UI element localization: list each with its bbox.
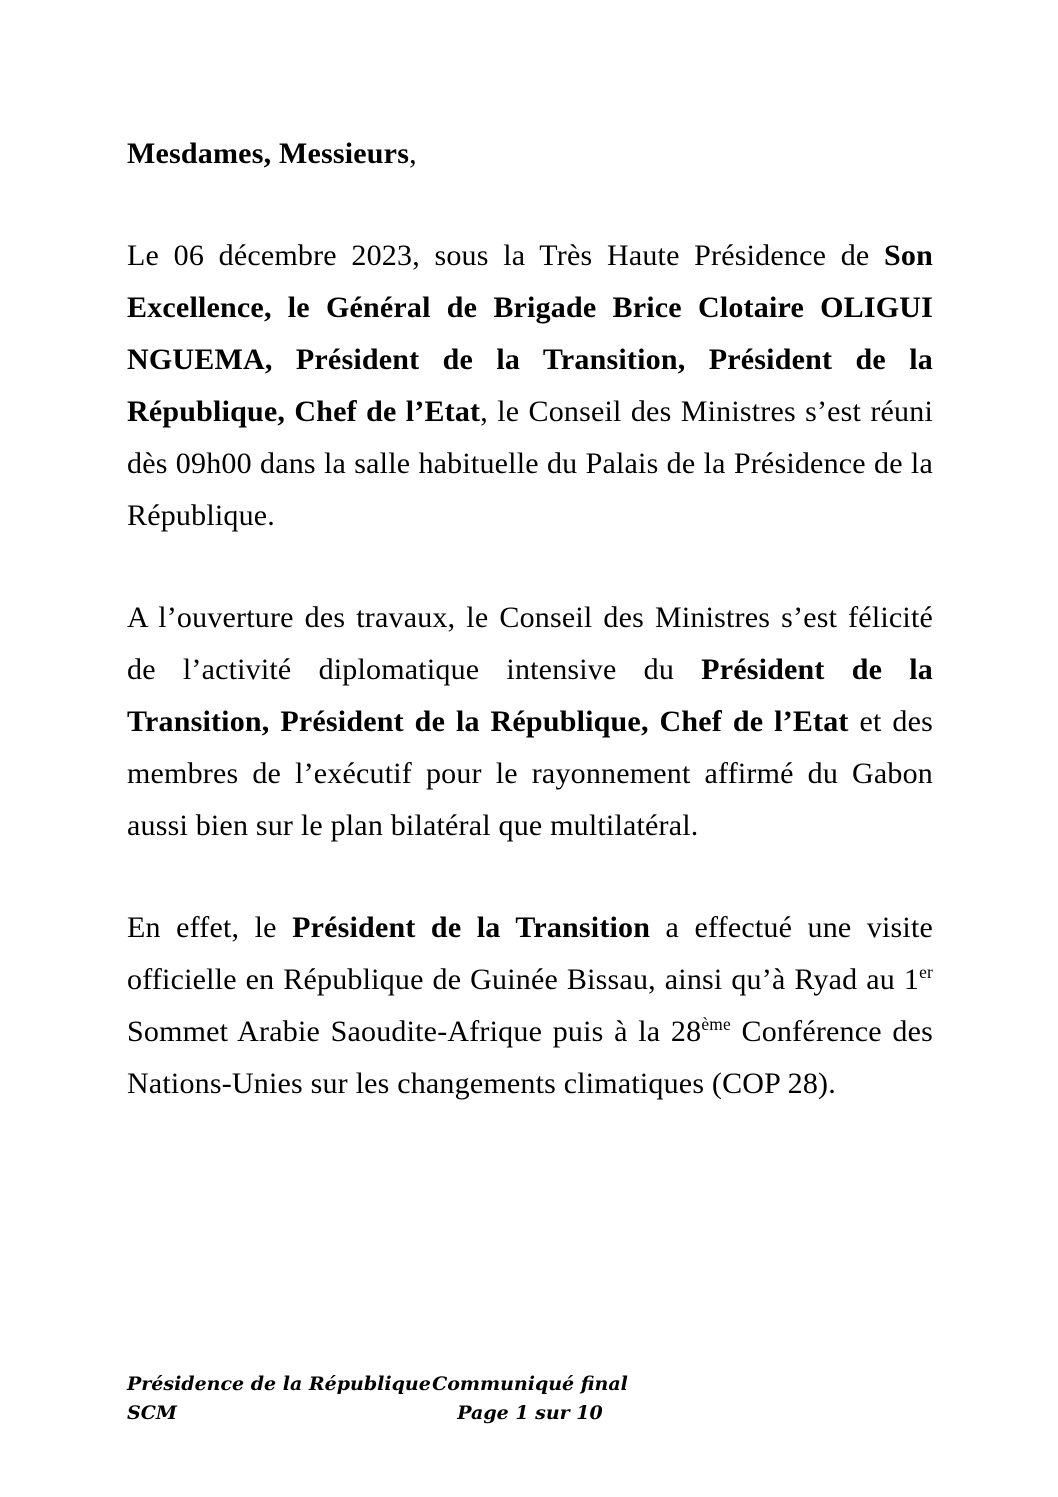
text-run: a effectué une visite officielle en République de Guinée Bissau, ainsi qu’à Ryad au 1 xyxy=(127,911,934,996)
footer-org-line: Présidence de la République xyxy=(127,1373,431,1395)
bold-text-run: Président de la Transition xyxy=(292,911,651,944)
text-run: Le 06 décembre 2023, sous la Très Haute Présidence de xyxy=(127,239,885,272)
footer-doc-title: Communiqué final xyxy=(432,1373,628,1395)
text-run: Sommet Arabie Saoudite-Afrique puis à la 28 xyxy=(127,1015,702,1048)
text-run: , le Conseil des Ministres s’est réuni dès 09h00 dans la salle habituelle du Palais de la Présidence de la République. xyxy=(127,395,933,532)
superscript-run: er xyxy=(919,962,933,982)
footer-page-number: Page 1 sur 10 xyxy=(457,1402,603,1424)
bold-text-run: Mesdames, Messieurs xyxy=(127,137,410,170)
paragraph xyxy=(127,128,933,180)
superscript-run: ème xyxy=(701,1014,731,1034)
text-run: En effet, le xyxy=(127,911,293,944)
text-run: Conférence des Nations-Unies sur les changements climatiques (COP 28). xyxy=(127,1015,933,1100)
footer-scm-line: SCM xyxy=(127,1402,177,1424)
text-run: et des membres de l’exécutif pour le rayonnement affirmé du Gabon aussi bien sur le plan bilatéral que multilatéral. xyxy=(127,705,934,842)
footer-center-block xyxy=(127,1370,933,1428)
paragraph xyxy=(127,230,933,542)
paragraph xyxy=(127,592,933,852)
paragraph xyxy=(127,902,933,1110)
text-run: , xyxy=(409,137,417,170)
bold-text-run: Son Excellence, le Général de Brigade Brice Clotaire OLIGUI NGUEMA, Président de la Transition, Président de la République, Chef de l’Etat xyxy=(127,239,933,428)
bold-text-run: Président de la Transition, Président de la République, Chef de l’Etat xyxy=(127,653,933,738)
text-run: A l’ouverture des travaux, le Conseil des Ministres s’est félicité de l’activité diplomatique intensive du xyxy=(127,601,933,686)
document-body xyxy=(127,128,933,1160)
